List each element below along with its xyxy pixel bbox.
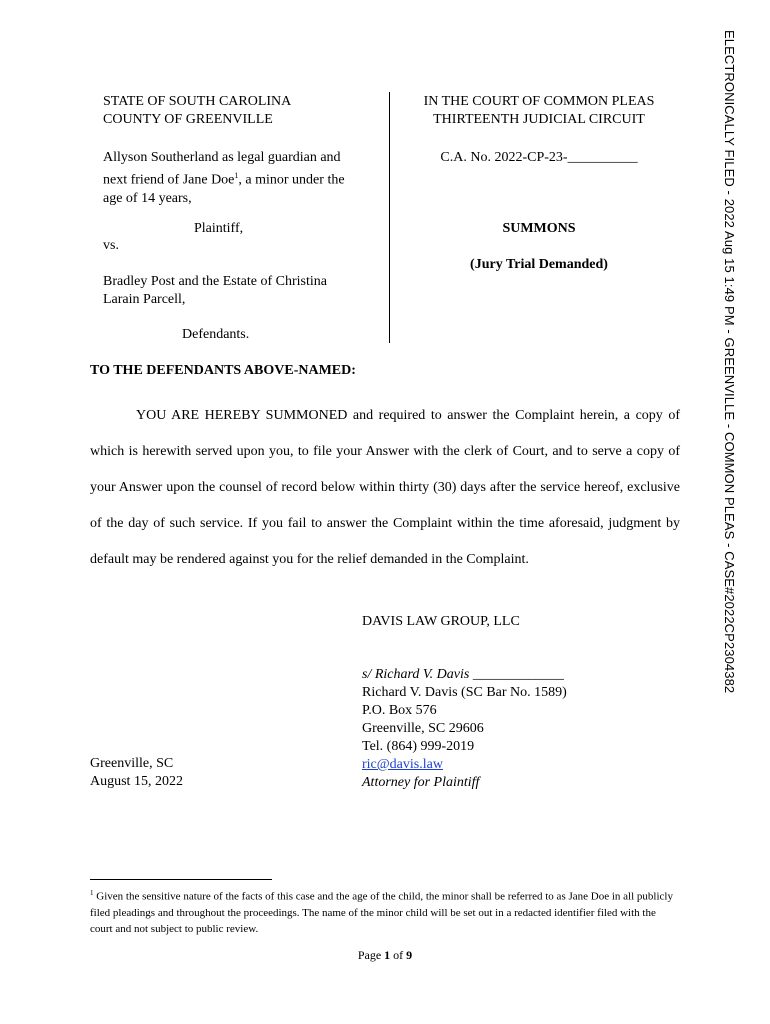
caption-left (103, 93, 383, 129)
plaintiff-line-1: Allyson Southerland as legal guardian and (103, 150, 341, 165)
footnote-text: Given the sensitive nature of the facts of this case and the age of the child, the minor shall be referred to as Jane Doe in all publicly filed pleadings and throughout the proceedings. The name of the minor child will be set out in a redacted identifier filed with the court and not subject to public review. (90, 890, 673, 935)
plaintiff-role: Plaintiff, (194, 221, 244, 236)
place-date (90, 755, 183, 791)
versus-label: vs. (103, 238, 119, 253)
page-total: 9 (406, 948, 413, 962)
page-number (0, 948, 770, 963)
summons-body (90, 398, 680, 578)
defendants-line-1: Bradley Post and the Estate of Christina (103, 274, 327, 289)
jury-demand: (Jury Trial Demanded) (470, 257, 608, 272)
place: Greenville, SC (90, 756, 174, 771)
defendants-role: Defendants. (182, 327, 250, 342)
circuit-label: THIRTEENTH JUDICIAL CIRCUIT (433, 112, 645, 127)
page-label: Page (357, 948, 382, 962)
defendants-line-2: Larain Parcell, (103, 292, 186, 307)
firm-name: DAVIS LAW GROUP, LLC (362, 614, 520, 629)
footnote-rule (90, 879, 272, 880)
state-label: STATE OF SOUTH CAROLINA (103, 94, 292, 109)
email-link[interactable]: ric@davis.law (362, 757, 443, 772)
addressee-heading: TO THE DEFENDANTS ABOVE-NAMED: (90, 363, 356, 378)
plaintiff-line-2-text: next friend of Jane Doe (103, 172, 235, 188)
footnote-marker: 1 (234, 171, 239, 180)
po-box: P.O. Box 576 (362, 703, 437, 718)
signature-line: s/ Richard V. Davis _____________ (362, 667, 564, 682)
page-current: 1 (384, 948, 391, 962)
document-title: SUMMONS (502, 221, 576, 236)
page-of: of (393, 948, 404, 962)
defendants-name-block (103, 273, 383, 309)
electronic-filing-stamp: ELECTRONICALLY FILED - 2022 Aug 15 1:49 PM - GREENVILLE - COMMON PLEAS - CASE#2022CP2304382 (722, 30, 737, 694)
caption-divider (389, 92, 390, 343)
plaintiff-name-block (103, 149, 383, 208)
case-number: C.A. No. 2022-CP-23-__________ (440, 150, 638, 165)
caption-right (398, 93, 680, 129)
city-state-zip: Greenville, SC 29606 (362, 721, 484, 736)
plaintiff-line-2 (103, 167, 383, 190)
summons-body-text: YOU ARE HEREBY SUMMONED and required to answer the Complaint herein, a copy of which is herewith served upon you, to file your Answer with the clerk of Court, and to serve a copy of your Answer upon the counsel of record below within thirty (30) days after the service hereof, exclusive of the day of such service. If you fail to answer the Complaint within the time aforesaid, judgment by default may be rendered against you for the relief demanded in the Complaint. (90, 408, 680, 567)
signature-block (362, 666, 682, 792)
court-label: IN THE COURT OF COMMON PLEAS (423, 94, 655, 109)
plaintiff-line-3: age of 14 years, (103, 190, 192, 206)
plaintiff-line-2-tail: , a minor under the (238, 172, 345, 188)
date: August 15, 2022 (90, 774, 183, 789)
attorney-role: Attorney for Plaintiff (362, 775, 480, 790)
footnote (90, 885, 680, 937)
footnote-number: 1 (90, 889, 94, 897)
county-label: COUNTY OF GREENVILLE (103, 112, 273, 127)
telephone: Tel. (864) 999-2019 (362, 739, 475, 754)
attorney-name: Richard V. Davis (SC Bar No. 1589) (362, 685, 567, 700)
